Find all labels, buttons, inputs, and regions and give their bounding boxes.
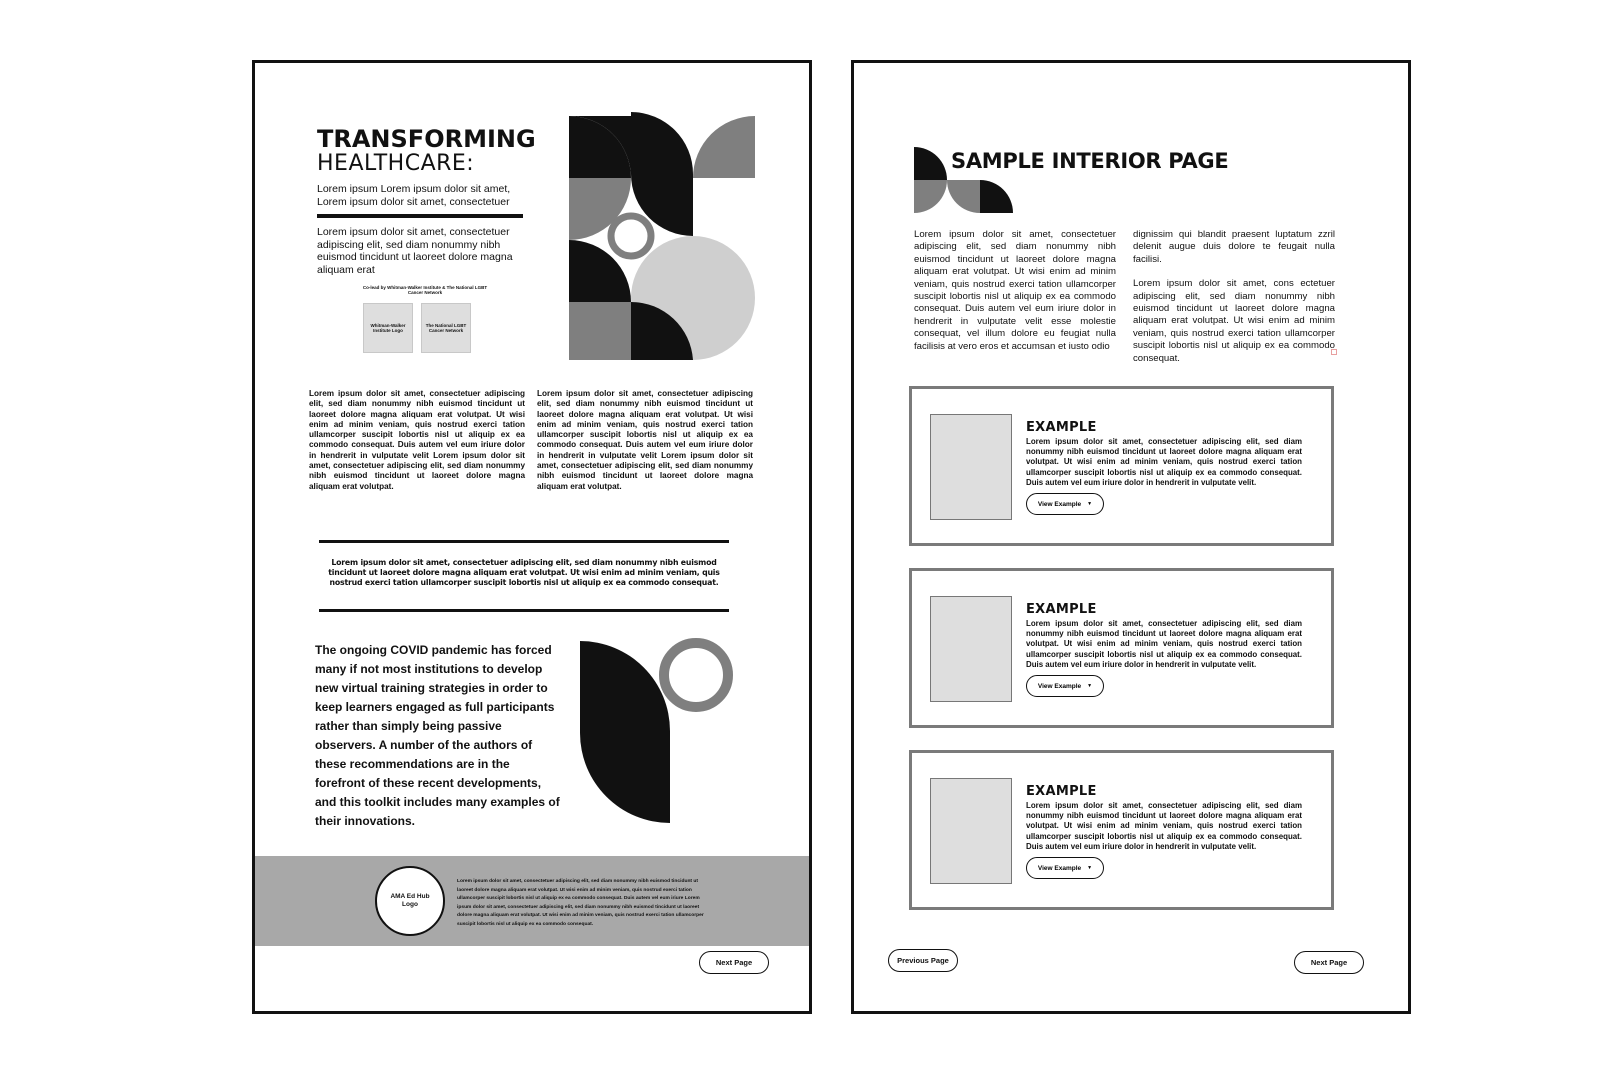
next-page-button[interactable]: Next Page [699, 951, 769, 974]
hero-title-line1: TRANSFORMING [317, 125, 536, 153]
whitman-walker-logo: Whitman-Walker Institute Logo [363, 303, 413, 353]
example-title: EXAMPLE [1026, 602, 1097, 617]
colead-caption: Co-lead by Whitman-Walker Institute & The National LGBT Cancer Network [362, 285, 488, 295]
hero-shape-mid-left-dark [569, 240, 631, 302]
quote-rule-bottom [319, 609, 729, 612]
page-title: SAMPLE INTERIOR PAGE [951, 149, 1229, 173]
quote-rule-top [319, 540, 729, 543]
interior-shape-left [914, 180, 947, 213]
cover-page [252, 60, 812, 1014]
ama-ed-hub-logo: AMA Ed Hub Logo [375, 866, 445, 936]
previous-page-button[interactable]: Previous Page [888, 949, 958, 972]
next-page-button[interactable]: Next Page [1294, 951, 1364, 974]
view-example-button[interactable] [1026, 857, 1104, 879]
hero-subtitle: Lorem ipsum Lorem ipsum dolor sit amet, Lorem ipsum dolor sit amet, consectetuer [317, 183, 511, 208]
leaf-ring-graphic [580, 629, 750, 823]
example-card [909, 750, 1334, 910]
view-example-button[interactable] [1026, 493, 1104, 515]
pull-quote: Lorem ipsum dolor sit amet, consectetuer adipiscing elit, sed diam nonummy nibh euismod tincidunt ut laoreet dolore magna aliquam erat volutpat. Ut wisi enim ad minim veniam, quis nostrud exerci tation ullamcorper suscipit lobortis nisl ut aliquip ex ea commodo consequat. [328, 558, 720, 587]
hero-ring [611, 216, 651, 256]
interior-column-2-para-1: dignissim qui blandit praesent luptatum zzril delenit augue duis dolore te feugait nulla facilisi. [1133, 229, 1335, 265]
lgbt-cancer-network-logo: The National LGBT Cancer Network [421, 303, 471, 353]
comment-marker-icon [1331, 349, 1337, 355]
example-description: Lorem ipsum dolor sit amet, consectetuer adipiscing elit, sed diam nonummy nibh euismod tincidunt ut laoreet dolore magna aliquam erat volutpat. Ut wisi enim ad minim veniam, quis nostrud exerci tation ullamcorper suscipit lobortis nisl ut aliquip ex ea commodo consequat. Duis autem vel eum iriure dolor in hendrerit in vulputate velit. [1026, 619, 1302, 669]
interior-column-2-para-2: Lorem ipsum dolor sit amet, cons ectetuer adipiscing elit, sed diam nonummy nibh euismod tincidunt ut laoreet dolore magna aliquam erat volutpat. Ut wisi enim ad minim veniam, quis nostrud exerci tation ullamcorper suscipit lobortis nisl ut aliquip ex ea commodo consequat. [1133, 278, 1335, 364]
view-example-label: View Example [1037, 500, 1082, 508]
interior-page [851, 60, 1411, 1014]
hero-geometric-graphic [569, 112, 765, 360]
covid-paragraph: The ongoing COVID pandemic has forced many if not most institutions to develop new virtual training strategies in order to keep learners engaged as full participants rather than simply being passive observers. A number of the authors of these recommendations are in the forefront of these recent developments, and this toolkit includes many examples of their innovations. [315, 643, 560, 828]
hero-shape-bottom-left [569, 302, 631, 360]
example-thumbnail [930, 414, 1012, 520]
hero-title-line2: HEALTHCARE: [317, 151, 475, 176]
leaf-shape [580, 641, 670, 823]
interior-column-1: Lorem ipsum dolor sit amet, consectetuer adipiscing elit, sed diam nonummy nibh euismod tincidunt ut laoreet dolore magna aliquam erat volutpat. Ut wisi enim ad minim veniam, quis nostrud exerci tation ullamcorper suscipit lobortis nisl ut aliquip ex ea commodo consequat. Duis autem vel eum iriure dolor in hendrerit in vulputate velit esse molestie consequat, vel illum dolore eu feugiat nulla facilisis at vero eros et accumsan et iusto odio [914, 229, 1116, 352]
interior-shape-mid [947, 180, 980, 213]
hero-shape-mid-left [569, 178, 631, 240]
view-example-label: View Example [1037, 682, 1082, 690]
caret-down-icon: ▼ [1087, 683, 1093, 689]
example-description: Lorem ipsum dolor sit amet, consectetuer adipiscing elit, sed diam nonummy nibh euismod tincidunt ut laoreet dolore magna aliquam erat volutpat. Ut wisi enim ad minim veniam, quis nostrud exerci tation ullamcorper suscipit lobortis nisl ut aliquip ex ea commodo consequat. Duis autem vel eum iriure dolor in hendrerit in vulputate velit. [1026, 437, 1302, 487]
hero-shape-top-right [693, 116, 755, 178]
interior-column-2 [1133, 229, 1335, 365]
example-card [909, 568, 1334, 728]
example-card [909, 386, 1334, 546]
view-example-button[interactable] [1026, 675, 1104, 697]
footer-text: Lorem ipsum dolor sit amet, consectetuer adipiscing elit, sed diam nonummy nibh euismod tincidunt ut laoreet dolore magna aliquam erat volutpat. Ut wisi enim ad minim veniam, quis nostrud exerci tation ullamcorper suscipit lobortis nisl ut aliquip ex ea commodo consequat. Duis autem vel eum iriure Lorem ipsum dolor sit amet, consectetuer adipiscing elit, sed diam nonummy nibh euismod tincidunt ut laoreet dolore magna aliquam erat volutpat. Ut wisi enim ad minim veniam, quis nostrud exerci tation ullamcorper suscipit lobortis nisl ut aliquip ex ea commodo consequat. [457, 879, 704, 927]
example-title: EXAMPLE [1026, 784, 1097, 799]
caret-down-icon: ▼ [1087, 501, 1093, 507]
interior-shape-top [914, 147, 947, 180]
view-example-label: View Example [1037, 864, 1082, 872]
example-description: Lorem ipsum dolor sit amet, consectetuer adipiscing elit, sed diam nonummy nibh euismod tincidunt ut laoreet dolore magna aliquam erat volutpat. Ut wisi enim ad minim veniam, quis nostrud exerci tation ullamcorper suscipit lobortis nisl ut aliquip ex ea commodo consequat. Duis autem vel eum iriure dolor in hendrerit in vulputate velit. [1026, 801, 1302, 851]
caret-down-icon: ▼ [1087, 865, 1093, 871]
interior-shape-right [980, 180, 1013, 213]
hero-divider [317, 214, 523, 218]
example-thumbnail [930, 596, 1012, 702]
example-title: EXAMPLE [1026, 420, 1097, 435]
hero-body: Lorem ipsum dolor sit amet, consectetuer adipiscing elit, sed diam nonummy nibh euismod tincidunt ut laoreet dolore magna aliquam erat [317, 226, 513, 276]
intro-column-2: Lorem ipsum dolor sit amet, consectetuer adipiscing elit, sed diam nonummy nibh euismod tincidunt ut laoreet dolore magna aliquam erat volutpat. Ut wisi enim ad minim veniam, quis nostrud exerci tation ullamcorper suscipit lobortis nisl ut aliquip ex ea commodo consequat. Duis autem vel eum iriure dolor in hendrerit in vulputate velit Lorem ipsum dolor sit amet, consectetuer adipiscing elit, sed diam nonummy nibh euismod tincidunt ut laoreet dolore magna aliquam erat volutpat. [537, 389, 753, 491]
example-thumbnail [930, 778, 1012, 884]
intro-column-1: Lorem ipsum dolor sit amet, consectetuer adipiscing elit, sed diam nonummy nibh euismod tincidunt ut laoreet dolore magna aliquam erat volutpat. Ut wisi enim ad minim veniam, quis nostrud exerci tation ullamcorper suscipit lobortis nisl ut aliquip ex ea commodo consequat. Duis autem vel eum iriure dolor in hendrerit in vulputate velit Lorem ipsum dolor sit amet, consectetuer adipiscing elit, sed diam nonummy nibh euismod tincidunt ut laoreet dolore magna aliquam erat volutpat. [309, 389, 525, 491]
leaf-ring [664, 643, 728, 707]
